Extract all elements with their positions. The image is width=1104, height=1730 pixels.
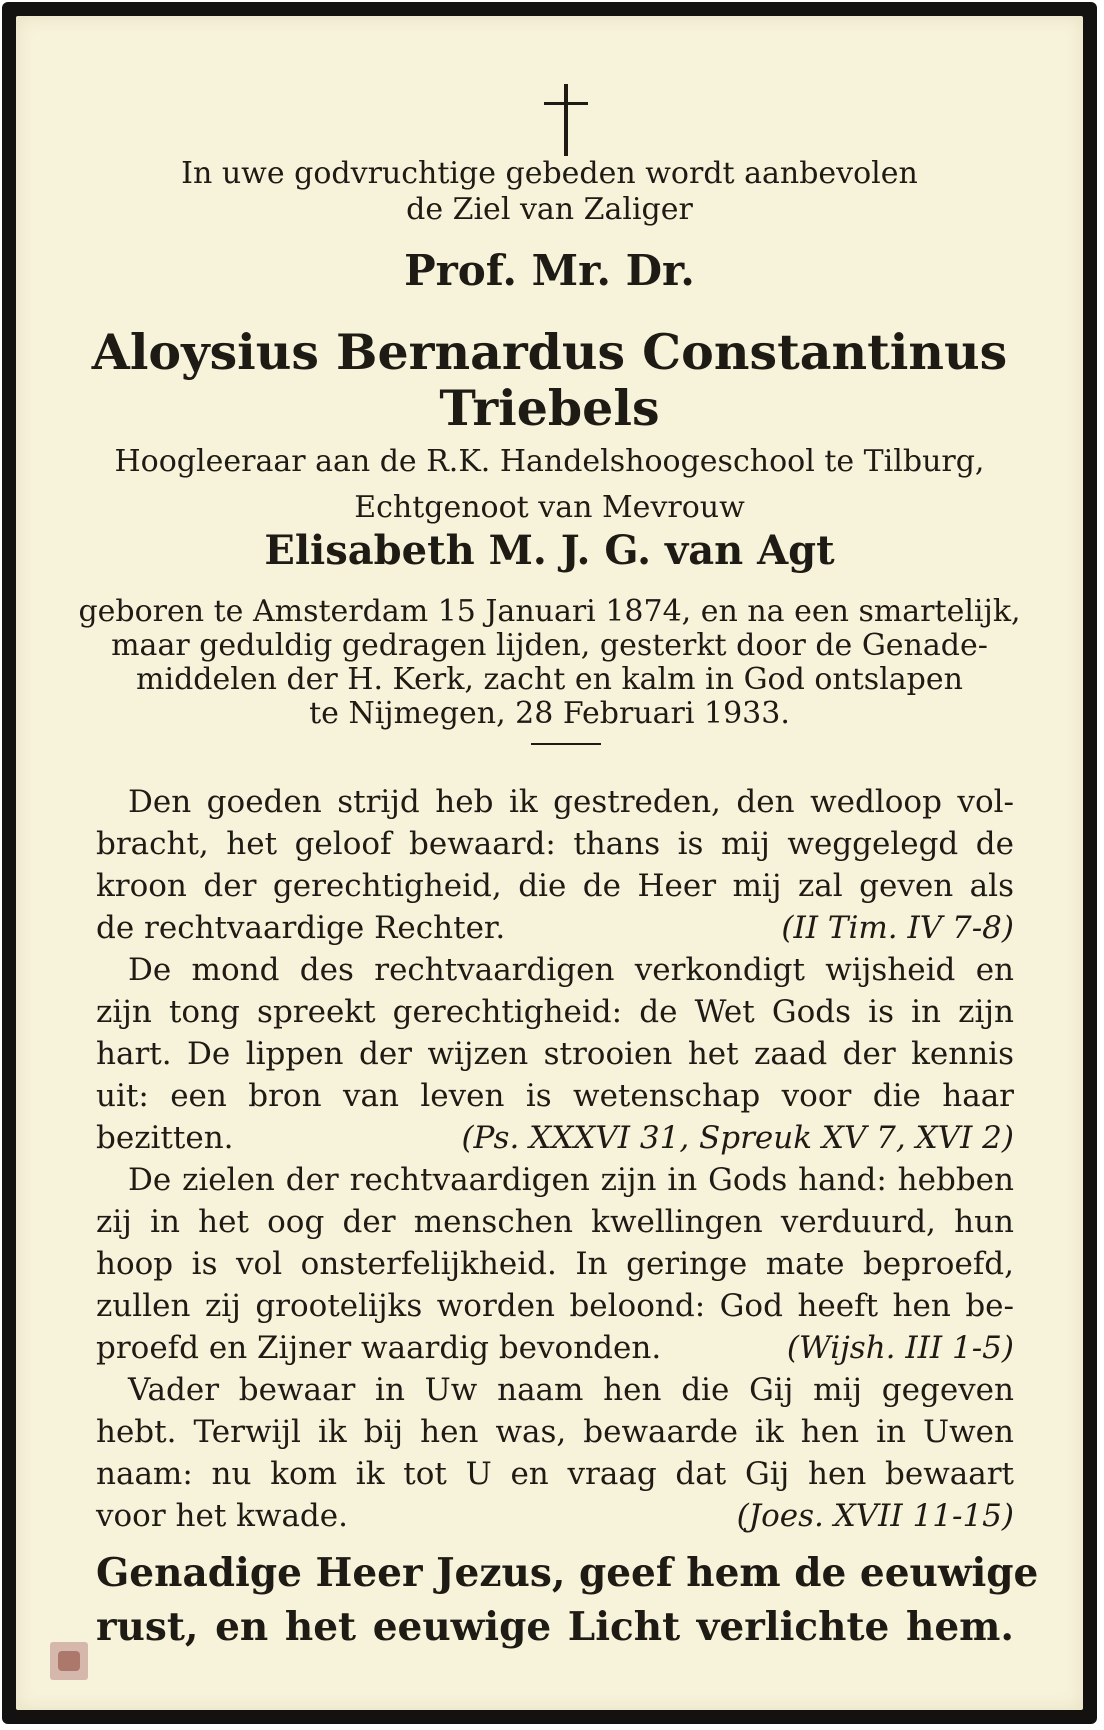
verse-text: de rechtvaardige Rechter. xyxy=(96,910,506,946)
verse-line: naam: nu kom ik tot U en vraag dat Gij hen bewaart xyxy=(96,1456,1014,1492)
verse-line: uit: een bron van leven is wetenschap voor die haar xyxy=(96,1078,1014,1114)
biography-line: middelen der H. Kerk, zacht en kalm in God ontslapen xyxy=(136,662,963,697)
verse-line: Vader bewaar in Uw naam hen die Gij mij gegeven xyxy=(128,1372,1014,1408)
academic-titles: Prof. Mr. Dr. xyxy=(404,246,695,295)
divider xyxy=(531,743,601,745)
verse-line: zullen zij grootelijks worden beloond: God heeft hen be- xyxy=(96,1288,1014,1324)
deceased-position: Hoogleeraar aan de R.K. Handelshoogeschool te Tilburg, xyxy=(114,444,985,479)
verse-line xyxy=(96,1118,1014,1158)
verse-text: proefd en Zijner waardig bevonden. xyxy=(96,1330,662,1366)
biography-line: te Nijmegen, 28 Februari 1933. xyxy=(309,696,790,731)
verse-line: hoop is vol onsterfelijkheid. In geringe mate beproefd, xyxy=(96,1246,1014,1282)
cross-icon xyxy=(544,84,588,156)
verse-line: bracht, het geloof bewaard: thans is mij weggelegd de xyxy=(96,826,1014,862)
verse-line xyxy=(96,1496,1014,1536)
verse-line xyxy=(96,1328,1014,1368)
verse-line: hart. De lippen der wijzen strooien het zaad der kennis xyxy=(96,1036,1014,1072)
card-paper xyxy=(16,16,1083,1710)
verse-line xyxy=(96,908,1014,948)
spouse-intro: Echtgenoot van Mevrouw xyxy=(354,490,745,525)
verse-text: bezitten. xyxy=(96,1120,234,1156)
deceased-surname: Triebels xyxy=(439,379,660,437)
scripture-reference: (Wijsh. III 1-5) xyxy=(786,1330,1014,1366)
verse-line: De zielen der rechtvaardigen zijn in Gods hand: hebben xyxy=(128,1162,1014,1198)
deceased-first-names: Aloysius Bernardus Constantinus xyxy=(91,323,1008,381)
verse-line: kroon der gerechtigheid, die de Heer mij zal geven als xyxy=(96,868,1014,904)
intro-line: de Ziel van Zaliger xyxy=(406,192,693,227)
closing-prayer-line: rust, en het eeuwige Licht verlichte hem. xyxy=(96,1604,1014,1650)
biography-line: geboren te Amsterdam 15 Januari 1874, en na een smartelijk, xyxy=(78,594,1021,629)
verse-line: De mond des rechtvaardigen verkondigt wijsheid en xyxy=(128,952,1014,988)
scripture-reference: (Ps. XXXVI 31, Spreuk XV 7, XVI 2) xyxy=(461,1120,1014,1156)
verse-line: hebt. Terwijl ik bij hen was, bewaarde ik hen in Uwen xyxy=(96,1414,1014,1450)
verse-line: zijn tong spreekt gerechtigheid: de Wet Gods is in zijn xyxy=(96,994,1014,1030)
verse-line: zij in het oog der menschen kwellingen verduurd, hun xyxy=(96,1204,1014,1240)
scripture-reference: (II Tim. IV 7-8) xyxy=(781,910,1014,946)
closing-prayer-line: Genadige Heer Jezus, geef hem de eeuwige xyxy=(96,1550,1039,1596)
scripture-reference: (Joes. XVII 11-15) xyxy=(736,1498,1014,1534)
intro-line: In uwe godvruchtige gebeden wordt aanbevolen xyxy=(181,156,918,191)
spouse-name: Elisabeth M. J. G. van Agt xyxy=(264,527,835,574)
verse-line: Den goeden strijd heb ik gestreden, den wedloop vol- xyxy=(128,784,1014,820)
memorial-card xyxy=(2,2,1097,1724)
verse-text: voor het kwade. xyxy=(96,1498,348,1534)
collection-stamp-icon xyxy=(50,1642,88,1680)
biography-line: maar geduldig gedragen lijden, gesterkt door de Genade- xyxy=(111,628,988,663)
